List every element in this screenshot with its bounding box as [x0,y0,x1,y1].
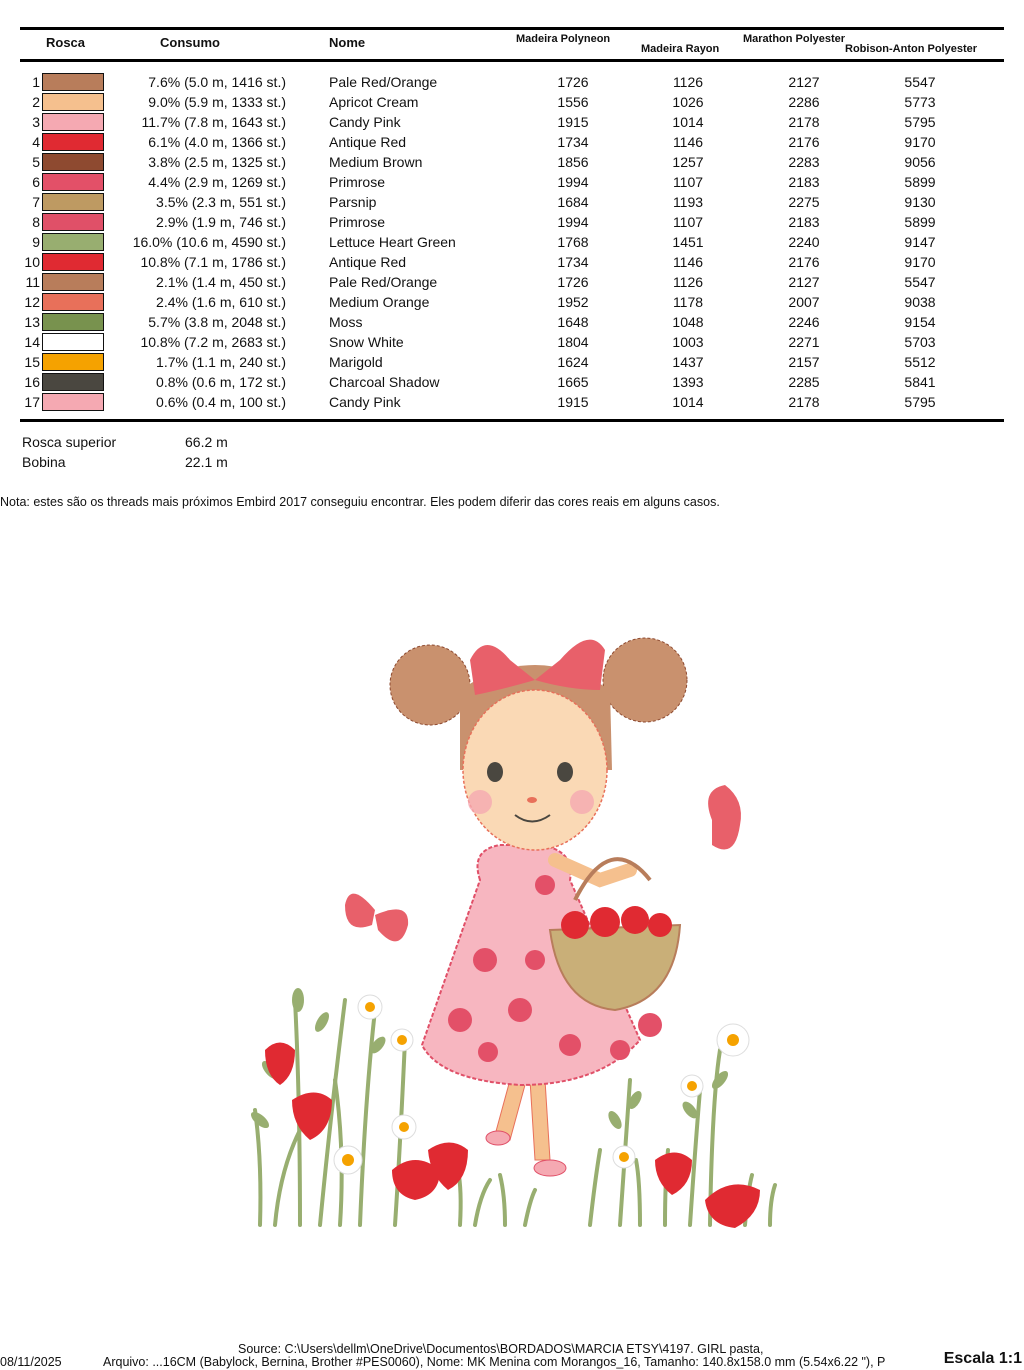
thread-name: Antique Red [329,254,407,270]
thread-name: Marigold [329,354,383,370]
madeira-rayon-code: 1257 [672,154,704,170]
thread-consumption: 9.0% (5.9 m, 1333 st.) [148,94,286,110]
footer-source: Source: C:\Users\dellm\OneDrive\Documentos\BORDADOS\MARCIA ETSY\4197. GIRL pasta, [238,1342,764,1356]
header-robison-anton-polyester: Robison-Anton Polyester [845,43,978,55]
thread-number: 13 [24,314,40,330]
color-swatch [42,293,104,311]
table-row [0,252,1024,272]
thread-number: 17 [24,394,40,410]
thread-name: Parsnip [329,194,377,210]
header-madeira-rayon: Madeira Rayon [641,43,720,55]
thread-number: 1 [32,74,40,90]
thread-name: Medium Orange [329,294,430,310]
table-top-rule [20,27,1004,30]
madeira-rayon-code: 1107 [672,174,704,190]
table-row [0,272,1024,292]
color-swatch [42,313,104,331]
thread-consumption: 0.8% (0.6 m, 172 st.) [156,374,286,390]
color-swatch [42,133,104,151]
thread-number: 15 [24,354,40,370]
madeira-polyneon-code: 1665 [557,374,589,390]
color-swatch [42,353,104,371]
rosca-superior-label: Rosca superior [22,434,117,450]
madeira-polyneon-code: 1684 [557,194,589,210]
madeira-rayon-code: 1451 [672,234,704,250]
marathon-polyester-code: 2246 [788,314,820,330]
table-row [0,212,1024,232]
table-bottom-rule [20,419,1004,422]
madeira-rayon-code: 1014 [672,394,704,410]
robison-anton-polyester-code: 5841 [904,374,936,390]
madeira-rayon-code: 1014 [672,114,704,130]
girl-figure-icon [390,638,687,1176]
madeira-rayon-code: 1393 [672,374,704,390]
thread-name: Candy Pink [329,114,401,130]
marathon-polyester-code: 2127 [788,274,820,290]
madeira-polyneon-code: 1994 [557,174,589,190]
table-row [0,352,1024,372]
table-row [0,132,1024,152]
bobina-value: 22.1 m [185,454,228,470]
madeira-polyneon-code: 1726 [557,274,589,290]
madeira-polyneon-code: 1994 [557,214,589,230]
header-marathon-polyester: Marathon Polyester [743,33,846,45]
thread-number: 5 [32,154,40,170]
madeira-polyneon-code: 1856 [557,154,589,170]
thread-consumption: 0.6% (0.4 m, 100 st.) [156,394,286,410]
robison-anton-polyester-code: 5512 [904,354,936,370]
marathon-polyester-code: 2176 [788,254,820,270]
thread-consumption: 2.4% (1.6 m, 610 st.) [156,294,286,310]
thread-consumption: 1.7% (1.1 m, 240 st.) [156,354,286,370]
robison-anton-polyester-code: 9154 [904,314,936,330]
marathon-polyester-code: 2240 [788,234,820,250]
color-swatch [42,213,104,231]
color-swatch [42,253,104,271]
madeira-rayon-code: 1193 [672,194,704,210]
madeira-rayon-code: 1126 [672,274,704,290]
table-row [0,192,1024,212]
marathon-polyester-code: 2286 [788,94,820,110]
thread-name: Snow White [329,334,404,350]
header-madeira-polyneon: Madeira Polyneon [516,33,611,45]
thread-name: Pale Red/Orange [329,274,438,290]
robison-anton-polyester-code: 9038 [904,294,936,310]
thread-number: 7 [32,194,40,210]
thread-consumption: 3.5% (2.3 m, 551 st.) [156,194,286,210]
madeira-rayon-code: 1107 [672,214,704,230]
thread-number: 16 [24,374,40,390]
thread-consumption: 3.8% (2.5 m, 1325 st.) [148,154,286,170]
robison-anton-polyester-code: 5899 [904,174,936,190]
thread-name: Candy Pink [329,394,401,410]
color-swatch [42,73,104,91]
madeira-rayon-code: 1026 [672,94,704,110]
thread-consumption: 2.1% (1.4 m, 450 st.) [156,274,286,290]
madeira-rayon-code: 1146 [672,134,704,150]
robison-anton-polyester-code: 5899 [904,214,936,230]
table-row [0,292,1024,312]
madeira-polyneon-code: 1734 [557,254,589,270]
thread-name: Pale Red/Orange [329,74,438,90]
marathon-polyester-code: 2271 [788,334,820,350]
madeira-polyneon-code: 1624 [557,354,589,370]
thread-consumption: 11.7% (7.8 m, 1643 st.) [141,114,286,130]
table-row [0,372,1024,392]
marathon-polyester-code: 2127 [788,74,820,90]
thread-number: 11 [25,274,40,290]
thread-number: 9 [32,234,40,250]
thread-number: 12 [24,294,40,310]
robison-anton-polyester-code: 5795 [904,394,936,410]
thread-consumption: 5.7% (3.8 m, 2048 st.) [148,314,286,330]
color-swatch [42,393,104,411]
madeira-rayon-code: 1146 [672,254,704,270]
robison-anton-polyester-code: 9170 [904,134,936,150]
robison-anton-polyester-code: 9170 [904,254,936,270]
robison-anton-polyester-code: 9130 [904,194,936,210]
robison-anton-polyester-code: 5795 [904,114,936,130]
thread-number: 2 [32,94,40,110]
madeira-polyneon-code: 1915 [557,114,589,130]
marathon-polyester-code: 2178 [788,394,820,410]
color-swatch [42,153,104,171]
thread-number: 6 [32,174,40,190]
thread-name: Apricot Cream [329,94,419,110]
bobina-label: Bobina [22,454,66,470]
madeira-polyneon-code: 1952 [557,294,589,310]
embroidery-preview-image [230,620,790,1240]
robison-anton-polyester-code: 9056 [904,154,936,170]
thread-name: Primrose [329,174,386,190]
marathon-polyester-code: 2183 [788,174,820,190]
madeira-polyneon-code: 1734 [557,134,589,150]
marathon-polyester-code: 2176 [788,134,820,150]
thread-consumption: 2.9% (1.9 m, 746 st.) [156,214,286,230]
color-swatch [42,193,104,211]
thread-number: 3 [32,114,40,130]
color-swatch [42,173,104,191]
madeira-rayon-code: 1126 [672,74,704,90]
madeira-polyneon-code: 1768 [557,234,589,250]
table-row [0,112,1024,132]
madeira-polyneon-code: 1726 [557,74,589,90]
thread-number: 8 [32,214,40,230]
thread-note: Nota: estes são os threads mais próximos Embird 2017 conseguiu encontrar. Eles podem diferir das cores reais em alguns casos. [0,495,720,509]
thread-number: 10 [24,254,40,270]
color-swatch [42,273,104,291]
table-row [0,172,1024,192]
robison-anton-polyester-code: 5547 [904,274,936,290]
thread-name: Medium Brown [329,154,423,170]
marathon-polyester-code: 2178 [788,114,820,130]
thread-number: 14 [24,334,40,350]
thread-name: Charcoal Shadow [329,374,440,390]
thread-consumption: 6.1% (4.0 m, 1366 st.) [148,134,286,150]
marathon-polyester-code: 2007 [788,294,820,310]
madeira-rayon-code: 1048 [672,314,704,330]
madeira-polyneon-code: 1915 [557,394,589,410]
table-row [0,312,1024,332]
marathon-polyester-code: 2183 [788,214,820,230]
table-row [0,72,1024,92]
madeira-polyneon-code: 1556 [557,94,589,110]
color-swatch [42,93,104,111]
thread-name: Lettuce Heart Green [329,234,456,250]
robison-anton-polyester-code: 5547 [904,74,936,90]
madeira-polyneon-code: 1648 [557,314,589,330]
rosca-superior-value: 66.2 m [185,434,228,450]
madeira-rayon-code: 1437 [672,354,704,370]
madeira-polyneon-code: 1804 [557,334,589,350]
thread-consumption: 16.0% (10.6 m, 4590 st.) [132,234,286,250]
table-row [0,332,1024,352]
robison-anton-polyester-code: 5773 [904,94,936,110]
marathon-polyester-code: 2283 [788,154,820,170]
header-bottom-rule [20,59,1004,62]
color-swatch [42,233,104,251]
madeira-rayon-code: 1003 [672,334,704,350]
footer-date: 08/11/2025 [0,1355,62,1369]
color-swatch [42,373,104,391]
table-row [0,152,1024,172]
color-swatch [42,113,104,131]
thread-name: Moss [329,314,363,330]
thread-consumption: 4.4% (2.9 m, 1269 st.) [148,174,286,190]
footer-scale: Escala 1:1 [943,1350,1022,1367]
footer-arquivo: Arquivo: ...16CM (Babylock, Bernina, Brother #PES0060), Nome: MK Menina com Morangos_16, Tamanho: 140.8x158.0 mm (5.54x6.22 "), P [103,1355,886,1369]
header-consumo: Consumo [160,35,220,50]
table-row [0,232,1024,252]
header-nome: Nome [329,35,366,50]
color-swatch [42,333,104,351]
header-rosca: Rosca [46,35,86,50]
thread-consumption: 7.6% (5.0 m, 1416 st.) [148,74,286,90]
marathon-polyester-code: 2275 [788,194,820,210]
marathon-polyester-code: 2157 [788,354,820,370]
thread-consumption: 10.8% (7.1 m, 1786 st.) [140,254,286,270]
thread-name: Antique Red [329,134,407,150]
table-row [0,92,1024,112]
marathon-polyester-code: 2285 [788,374,820,390]
thread-name: Primrose [329,214,386,230]
madeira-rayon-code: 1178 [672,294,704,310]
robison-anton-polyester-code: 9147 [904,234,936,250]
table-row [0,392,1024,412]
thread-number: 4 [32,134,40,150]
robison-anton-polyester-code: 5703 [904,334,936,350]
thread-consumption: 10.8% (7.2 m, 2683 st.) [140,334,286,350]
